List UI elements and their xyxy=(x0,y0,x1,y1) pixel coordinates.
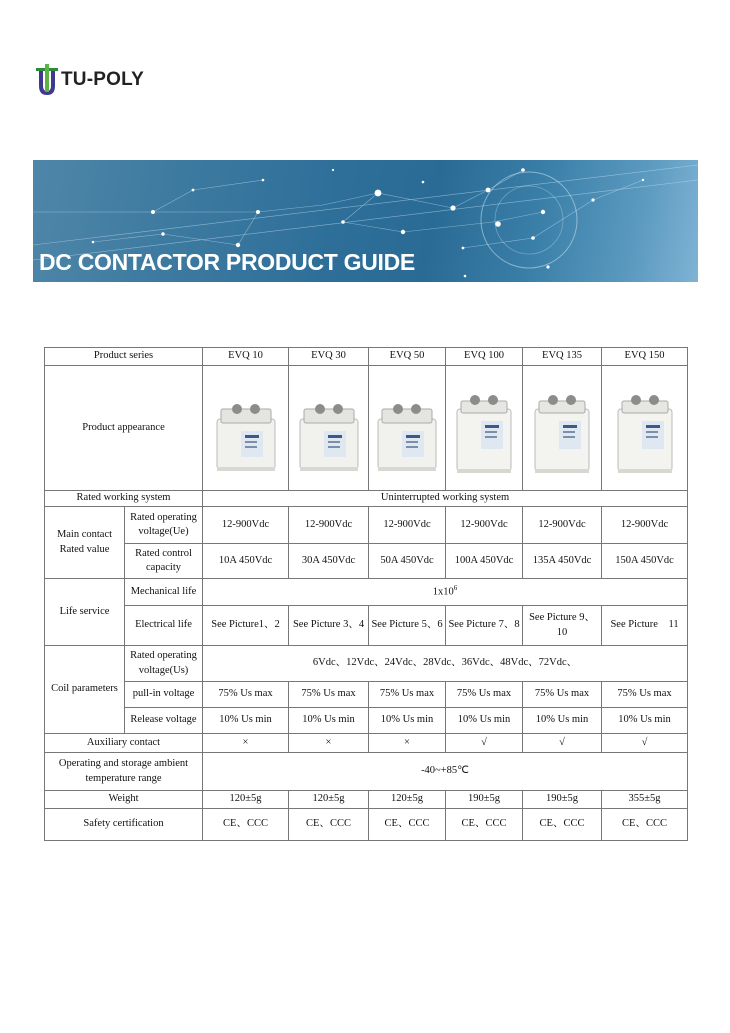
value-cell: 12-900Vdc xyxy=(523,507,602,544)
series-cell: EVQ 30 xyxy=(289,348,369,366)
value-cell: See Picture 11 xyxy=(602,606,688,646)
row-label: Mechanical life xyxy=(125,579,203,606)
product-photo-cell xyxy=(289,366,369,491)
value-cell: 120±5g xyxy=(203,791,289,809)
value-cell: 10% Us min xyxy=(369,708,446,734)
value-cell: 120±5g xyxy=(369,791,446,809)
row-label: Safety certification xyxy=(45,809,203,841)
row-label: Auxiliary contact xyxy=(45,734,203,753)
contactor-photo xyxy=(449,379,519,477)
row-label: Operating and storage ambient temperature range xyxy=(45,753,203,791)
row-label: Release voltage xyxy=(125,708,203,734)
product-photo-cell xyxy=(369,366,446,491)
row-label: Weight xyxy=(45,791,203,809)
mechanical-life-value xyxy=(203,579,688,606)
value-cell: 10% Us min xyxy=(523,708,602,734)
value-cell: 355±5g xyxy=(602,791,688,809)
value-cell: 75% Us max xyxy=(289,682,369,708)
value-cell: × xyxy=(369,734,446,753)
contactor-photo xyxy=(610,379,680,477)
row-label: Electrical life xyxy=(125,606,203,646)
series-cell: EVQ 135 xyxy=(523,348,602,366)
value-cell: × xyxy=(289,734,369,753)
series-cell: EVQ 150 xyxy=(602,348,688,366)
value-cell: 12-900Vdc xyxy=(289,507,369,544)
value-cell: See Picture 9、10 xyxy=(523,606,602,646)
value-cell: 12-900Vdc xyxy=(446,507,523,544)
value-cell: 10% Us min xyxy=(203,708,289,734)
value-cell: CE、CCC xyxy=(523,809,602,841)
value-cell: 12-900Vdc xyxy=(369,507,446,544)
group-label: Life service xyxy=(45,579,125,646)
contactor-photo xyxy=(294,379,364,477)
table-row-mechanical-life xyxy=(45,579,688,606)
table-row-release-voltage xyxy=(45,708,688,734)
value-cell: CE、CCC xyxy=(369,809,446,841)
table-row-weight xyxy=(45,791,688,809)
value-cell: CE、CCC xyxy=(446,809,523,841)
row-label: Rated control capacity xyxy=(125,544,203,579)
value-cell: See Picture 7、8 xyxy=(446,606,523,646)
contactor-photo xyxy=(527,379,597,477)
value-cell: 10% Us min xyxy=(446,708,523,734)
value-cell: 75% Us max xyxy=(446,682,523,708)
contactor-photo xyxy=(372,379,442,477)
table-row-product-appearance xyxy=(45,366,688,491)
mechanical-life-base: 1x10 xyxy=(432,586,454,598)
value-cell: √ xyxy=(446,734,523,753)
value-cell: 75% Us max xyxy=(369,682,446,708)
value-cell: 12-900Vdc xyxy=(602,507,688,544)
product-spec-table xyxy=(44,347,688,841)
value-cell: 10A 450Vdc xyxy=(203,544,289,579)
product-photo-cell xyxy=(203,366,289,491)
value-cell: See Picture 3、4 xyxy=(289,606,369,646)
rated-working-system-value: Uninterrupted working system xyxy=(203,491,688,507)
value-cell: 100A 450Vdc xyxy=(446,544,523,579)
value-cell: CE、CCC xyxy=(289,809,369,841)
value-cell: See Picture 5、6 xyxy=(369,606,446,646)
table-row-rated-working-system xyxy=(45,491,688,507)
banner xyxy=(33,160,698,282)
mechanical-life-exponent: 6 xyxy=(453,584,458,593)
table-row-temperature-range xyxy=(45,753,688,791)
row-label: pull-in voltage xyxy=(125,682,203,708)
row-label: Rated operating voltage(Us) xyxy=(125,646,203,682)
value-cell: See Picture1、2 xyxy=(203,606,289,646)
series-cell: EVQ 100 xyxy=(446,348,523,366)
group-label: Coil parameters xyxy=(45,646,125,734)
value-cell: 10% Us min xyxy=(289,708,369,734)
rated-operating-voltage-us-value: 6Vdc、12Vdc、24Vdc、28Vdc、36Vdc、48Vdc、72Vdc、 xyxy=(203,646,688,682)
table-row-auxiliary-contact xyxy=(45,734,688,753)
value-cell: CE、CCC xyxy=(203,809,289,841)
tu-poly-logo-icon xyxy=(34,62,60,98)
value-cell: 190±5g xyxy=(446,791,523,809)
value-cell: 10% Us min xyxy=(602,708,688,734)
table-row-product-series xyxy=(45,348,688,366)
value-cell: 150A 450Vdc xyxy=(602,544,688,579)
value-cell: 75% Us max xyxy=(602,682,688,708)
banner-title: DC CONTACTOR PRODUCT GUIDE xyxy=(39,249,415,275)
series-cell: EVQ 10 xyxy=(203,348,289,366)
product-photo-cell xyxy=(602,366,688,491)
product-photo-cell xyxy=(446,366,523,491)
brand-logo xyxy=(34,62,144,98)
group-label: Main contact Rated value xyxy=(45,507,125,579)
value-cell: 75% Us max xyxy=(203,682,289,708)
value-cell: √ xyxy=(523,734,602,753)
row-label: Rated working system xyxy=(45,491,203,507)
table-row-rated-operating-voltage-ue xyxy=(45,507,688,544)
table-row-safety-certification xyxy=(45,809,688,841)
row-label: Product appearance xyxy=(45,366,203,491)
table-row-rated-operating-voltage-us xyxy=(45,646,688,682)
product-photo-cell xyxy=(523,366,602,491)
value-cell: 12-900Vdc xyxy=(203,507,289,544)
table-row-pull-in-voltage xyxy=(45,682,688,708)
temperature-value: -40~+85℃ xyxy=(203,753,688,791)
value-cell: 30A 450Vdc xyxy=(289,544,369,579)
contactor-photo xyxy=(211,379,281,477)
series-cell: EVQ 50 xyxy=(369,348,446,366)
table-row-rated-control-capacity xyxy=(45,544,688,579)
row-label: Product series xyxy=(45,348,203,366)
value-cell: 190±5g xyxy=(523,791,602,809)
row-label: Rated operating voltage(Ue) xyxy=(125,507,203,544)
table-row-electrical-life xyxy=(45,606,688,646)
value-cell: × xyxy=(203,734,289,753)
value-cell: 120±5g xyxy=(289,791,369,809)
value-cell: CE、CCC xyxy=(602,809,688,841)
value-cell: 50A 450Vdc xyxy=(369,544,446,579)
value-cell: √ xyxy=(602,734,688,753)
value-cell: 135A 450Vdc xyxy=(523,544,602,579)
brand-name: TU-POLY xyxy=(61,69,145,90)
value-cell: 75% Us max xyxy=(523,682,602,708)
